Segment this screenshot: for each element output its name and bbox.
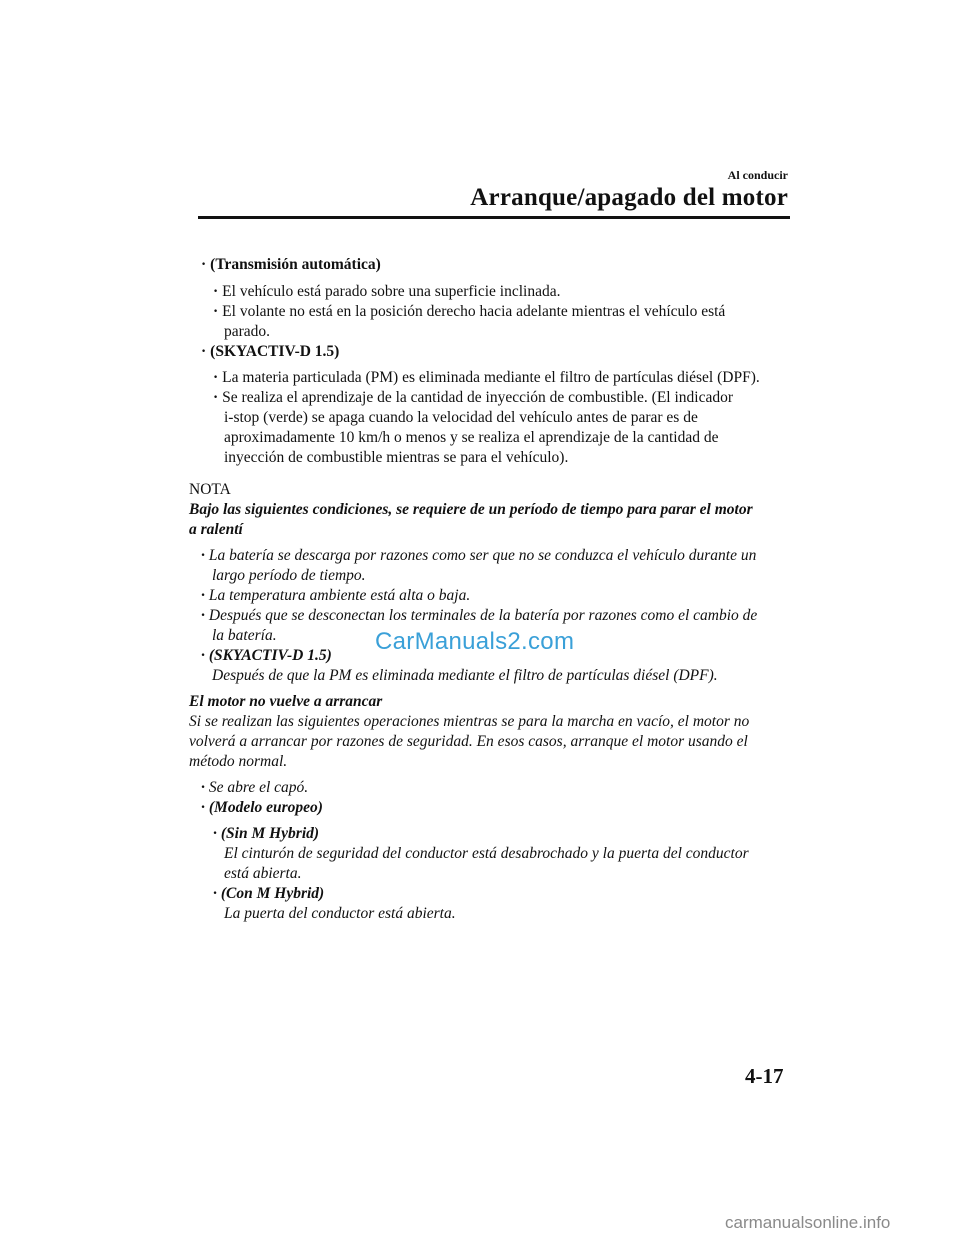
note-text: La puerta del conductor está abierta. <box>224 905 456 922</box>
body-text: inyección de combustible mientras se para el vehículo). <box>224 449 569 466</box>
bullet-dot: · <box>201 587 205 604</box>
note-text: La batería se descarga por razones como ser que no se conduzca el vehículo durante un <box>208 547 757 564</box>
bullet-dot: · <box>201 256 207 273</box>
note-sub-bullet-item <box>213 824 319 844</box>
bullet-dot: · <box>213 369 219 386</box>
body-text: El volante no está en la posición derecho hacia adelante mientras el vehículo está <box>222 303 726 320</box>
note-text: método normal. <box>189 753 288 770</box>
note-text: Después que se desconectan los terminales de la batería por razones como el cambio de <box>208 607 758 624</box>
note-bullet-item <box>201 798 323 818</box>
bullet-dot: · <box>201 647 205 664</box>
body-text: La materia particulada (PM) es eliminada mediante el filtro de partículas diésel (DPF). <box>222 369 760 386</box>
note-text: la batería. <box>212 627 277 644</box>
body-text: aproximadamente 10 km/h o menos y se realiza el aprendizaje de la cantidad de <box>224 429 719 446</box>
note-text: La temperatura ambiente está alta o baja. <box>208 587 471 604</box>
note-sub-bullet-item <box>213 884 324 904</box>
bullet-dot: · <box>201 779 205 796</box>
bullet-dot: · <box>201 799 205 816</box>
sub-bullet-item <box>213 282 560 302</box>
bullet-dot: · <box>201 547 205 564</box>
note-heading: El motor no vuelve a arrancar <box>189 693 383 710</box>
sub-bullet-item <box>213 302 725 322</box>
body-text: i-stop (verde) se apaga cuando la velocidad del vehículo antes de parar es de <box>224 409 698 426</box>
section-title: Arranque/apagado del motor <box>470 184 788 211</box>
body-text: El vehículo está parado sobre una superficie inclinada. <box>222 283 561 300</box>
note-subheading: (SKYACTIV-D 1.5) <box>208 647 332 664</box>
header-rule <box>198 216 790 219</box>
note-heading: a ralentí <box>189 521 243 538</box>
note-text: Se abre el capó. <box>208 779 309 796</box>
note-text: volverá a arrancar por razones de seguridad. En esos casos, arranque el motor usando el <box>189 733 748 750</box>
note-text: está abierta. <box>224 865 302 882</box>
item-heading: (Transmisión automática) <box>210 256 381 273</box>
note-bullet-item <box>201 778 308 798</box>
body-text: parado. <box>224 323 271 340</box>
note-bullet-item <box>201 646 332 666</box>
item-heading: (SKYACTIV-D 1.5) <box>210 343 340 360</box>
bullet-item <box>201 342 339 362</box>
note-bullet-item <box>201 586 470 606</box>
note-bullet-item <box>201 606 757 626</box>
note-heading: Bajo las siguientes condiciones, se requiere de un período de tiempo para parar el motor <box>189 501 753 518</box>
footer-watermark: carmanualsonline.info <box>725 1213 891 1232</box>
note-text: largo período de tiempo. <box>212 567 366 584</box>
bullet-dot: · <box>213 303 219 320</box>
bullet-dot: · <box>213 825 217 842</box>
bullet-dot: · <box>213 885 217 902</box>
note-subheading: (Con M Hybrid) <box>220 885 325 902</box>
watermark: CarManuals2.com <box>375 628 575 655</box>
body-text: Se realiza el aprendizaje de la cantidad de inyección de combustible. (El indicador <box>222 389 734 406</box>
note-label: NOTA <box>189 481 231 498</box>
page-number: 4-17 <box>745 1064 784 1088</box>
note-subheading: (Sin M Hybrid) <box>220 825 320 842</box>
bullet-dot: · <box>201 343 207 360</box>
note-text: Después de que la PM es eliminada mediante el filtro de partículas diésel (DPF). <box>212 667 718 684</box>
section-label: Al conducir <box>727 168 788 182</box>
note-bullet-item <box>201 546 756 566</box>
note-text: El cinturón de seguridad del conductor está desabrochado y la puerta del conductor <box>224 845 749 862</box>
bullet-item <box>201 255 381 275</box>
sub-bullet-item <box>213 368 760 388</box>
sub-bullet-item <box>213 388 733 408</box>
bullet-dot: · <box>213 283 219 300</box>
note-text: Si se realizan las siguientes operaciones mientras se para la marcha en vacío, el motor no <box>189 713 750 730</box>
bullet-dot: · <box>213 389 219 406</box>
note-subheading: (Modelo europeo) <box>208 799 323 816</box>
bullet-dot: · <box>201 607 205 624</box>
